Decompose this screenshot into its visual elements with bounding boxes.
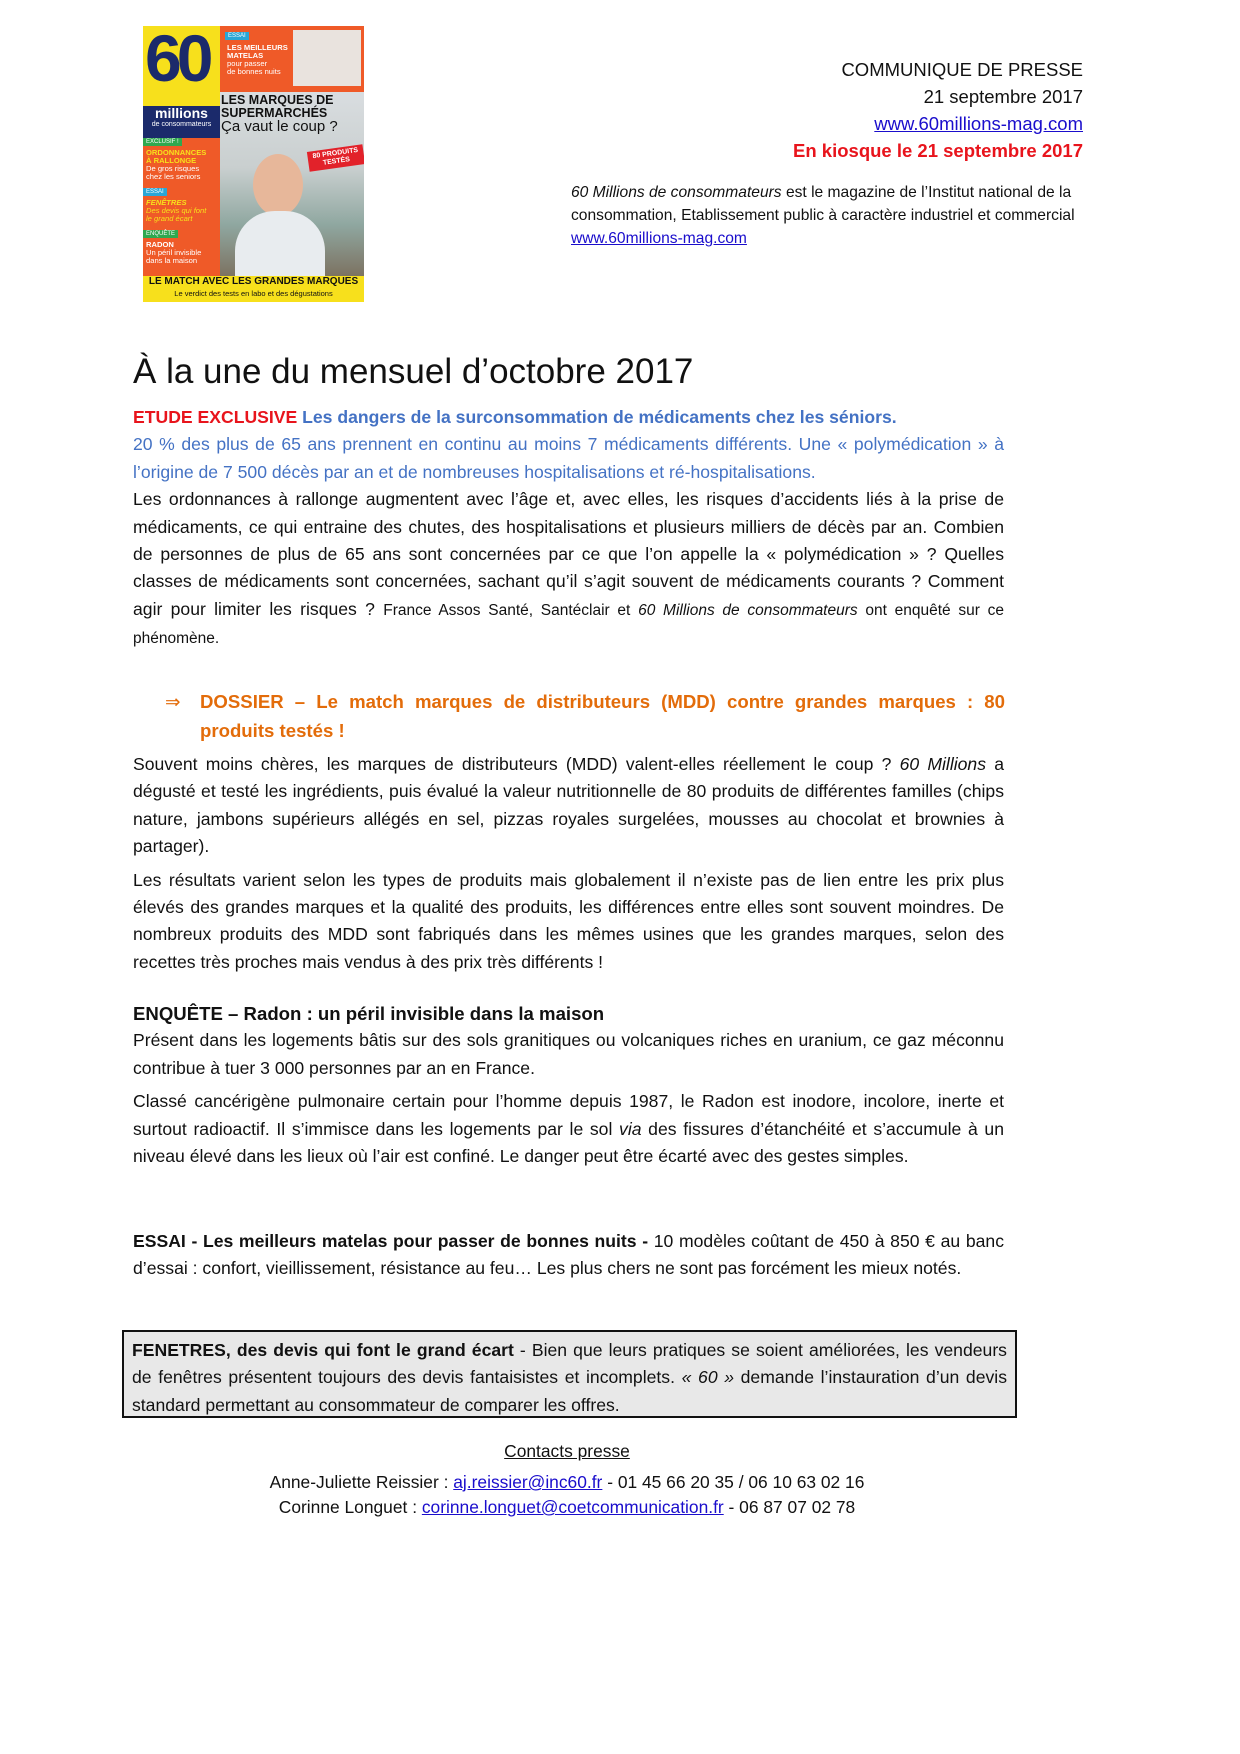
cover-photo-bed bbox=[293, 30, 361, 86]
cover-bottom-banner: LE MATCH AVEC LES GRANDES MARQUES Le verdict des tests en labo et des dégustations bbox=[143, 276, 364, 302]
cover-story: RADON Un péril invisible dans la maison bbox=[146, 240, 202, 265]
logo-name: millions de consommateurs bbox=[143, 106, 220, 138]
fenetres-box bbox=[122, 1330, 1017, 1418]
contact-email[interactable]: aj.reissier@inc60.fr bbox=[453, 1472, 603, 1492]
cover-headline: LES MARQUES DE SUPERMARCHÉS Ça vaut le coup ? bbox=[221, 93, 338, 135]
fenetres-heading: FENETRES, des devis qui font le grand écart bbox=[132, 1340, 514, 1360]
cover-photo-person bbox=[235, 211, 325, 281]
arrow-icon: ⇒ bbox=[165, 691, 181, 712]
fenetres-text: demande l’instauration d’un devis standard permettant au consommateur de comparer les offres. bbox=[132, 1367, 1007, 1415]
release-date: 21 septembre 2017 bbox=[923, 86, 1083, 107]
etude-label: ETUDE EXCLUSIVE bbox=[133, 407, 298, 427]
etude-lead: 20 % des plus de 65 ans prennent en continu au moins 7 médicaments différents. Une « polymédication » à l’origine de 7 500 décès par an et de nombreuses hospitalisations et ré-hospitalisations. bbox=[133, 434, 1004, 482]
contact-row: Anne-Juliette Reissier : aj.reissier@inc60.fr - 01 45 66 20 35 / 06 10 63 02 16 bbox=[269, 1472, 865, 1492]
intro-text: est le magazine de l’Institut national de la consommation, Etablissement public à caractère industriel et commercial bbox=[571, 184, 1075, 224]
cover-top-story: LES MEILLEURS MATELAS pour passer de bonnes nuits bbox=[227, 43, 288, 76]
dossier-paragraph: Souvent moins chères, les marques de distributeurs (MDD) valent-elles réellement le coup ? 60 Millions a dégusté et testé les ingrédients, puis évalué la valeur nutritionnelle de 80 produits de différentes familles (chips nature, jambons supérieurs allégés en sel, pizzas royales surgelées, mousses au chocolat et brownies à partager). bbox=[133, 754, 1004, 857]
enquete-paragraph: Classé cancérigène pulmonaire certain pour l’homme depuis 1987, le Radon est inodore, incolore, inerte et surtout radioactif. Il s’immisce dans les logements par le sol via des fissures d’étanchéité et s’accumule à un niveau élevé dans les lieux où l’air est confiné. Le danger peut être écarté avec des gestes simples. bbox=[133, 1091, 1004, 1167]
essai-text: 10 modèles coûtant de 450 à 850 € au banc d’essai : confort, vieillissement, résistance au feu… Les plus chers ne sont pas forcément les mieux notés. bbox=[133, 1231, 1004, 1279]
magazine-name: 60 Millions de consommateurs bbox=[571, 184, 782, 201]
kiosque-date: En kiosque le 21 septembre 2017 bbox=[793, 140, 1083, 161]
page-title: À la une du mensuel d’octobre 2017 bbox=[133, 352, 694, 391]
etude-body: Les ordonnances à rallonge augmentent avec l’âge et, avec elles, les risques d’accidents liés à la prise de médicaments, ce qui entraine des chutes, des hospitalisations et plusieurs milliers de décès par an. Combien de personnes de plus de 65 ans sont concernées par ce que l’on appelle la « polymédication » ? Quelles classes de médicaments sont concernées, sachant qu’il s’agit souvent de médicaments courants ? Comment agir pour limiter les risques ? France Assos Santé, Santéclair et 60 Millions de consommateurs ont enquêté sur ce phénomène. bbox=[133, 489, 1004, 648]
dossier-paragraph: Les résultats varient selon les types de produits mais globalement il n’existe pas de lien entre les prix plus élevés des grandes marques et la qualité des produits, les différences entre elles sont souvent moindres. De nombreux produits des MDD sont fabriqués dans les mêmes usines que les grandes marques, selon des recettes très proches mais vendus à des prix très différents ! bbox=[133, 869, 1004, 972]
enquete-paragraph: Présent dans les logements bâtis sur des sols granitiques ou volcaniques riches en uranium, ce gaz méconnu contribue à tuer 3 000 personnes par an en France. bbox=[133, 1030, 1004, 1078]
contacts-title: Contacts presse bbox=[504, 1441, 630, 1461]
contact-email[interactable]: corinne.longuet@coetcommunication.fr bbox=[421, 1497, 724, 1517]
cover-tag: EXCLUSIF ! bbox=[143, 138, 182, 146]
dossier-heading bbox=[165, 687, 1005, 745]
essai-heading: ESSAI - Les meilleurs matelas pour passer de bonnes nuits - bbox=[133, 1231, 654, 1251]
magazine-cover-image bbox=[143, 26, 364, 313]
cover-badge: 80 PRODUITS TESTÉS bbox=[307, 144, 364, 172]
cover-story: FENÊTRES Des devis qui font le grand écart bbox=[146, 198, 207, 223]
etude-section bbox=[133, 404, 1004, 653]
cover-photo-face bbox=[253, 154, 303, 216]
website-link[interactable]: www.60millions-mag.com bbox=[874, 113, 1083, 134]
logo-number: 60 bbox=[145, 26, 209, 95]
cover-tag: ESSAI bbox=[225, 32, 249, 40]
cover-tag: ESSAI bbox=[143, 188, 167, 196]
contact-row: Corinne Longuet : corinne.longuet@coetcommunication.fr - 06 87 07 02 78 bbox=[278, 1497, 856, 1517]
press-header bbox=[793, 56, 1083, 164]
fenetres-text: - Bien que leurs pratiques se soient améliorées, les vendeurs de fenêtres présentent toujours des devis fantaisistes et incomplets. bbox=[132, 1340, 1007, 1388]
essai-section bbox=[133, 1228, 1004, 1283]
cover-story: ORDONNANCES À RALLONGE De gros risques chez les seniors bbox=[146, 148, 207, 181]
document-type: COMMUNIQUE DE PRESSE bbox=[841, 59, 1083, 80]
press-contacts bbox=[0, 1439, 1134, 1520]
cover-tag: ENQUÊTE bbox=[143, 230, 178, 238]
enquete-heading: ENQUÊTE – Radon : un péril invisible dans la maison bbox=[133, 1003, 605, 1024]
enquete-section bbox=[133, 1000, 1004, 1170]
fenetres-quote: « 60 » bbox=[681, 1367, 735, 1388]
etude-headline: Les dangers de la surconsommation de médicaments chez les séniors. bbox=[297, 407, 897, 427]
dossier-body bbox=[133, 751, 1004, 976]
website-link[interactable]: www.60millions-mag.com bbox=[571, 230, 747, 247]
dossier-title: DOSSIER – Le match marques de distributeurs (MDD) contre grandes marques : 80 produits testés ! bbox=[200, 691, 1005, 741]
magazine-intro bbox=[571, 181, 1091, 250]
cover-footer bbox=[143, 302, 364, 313]
